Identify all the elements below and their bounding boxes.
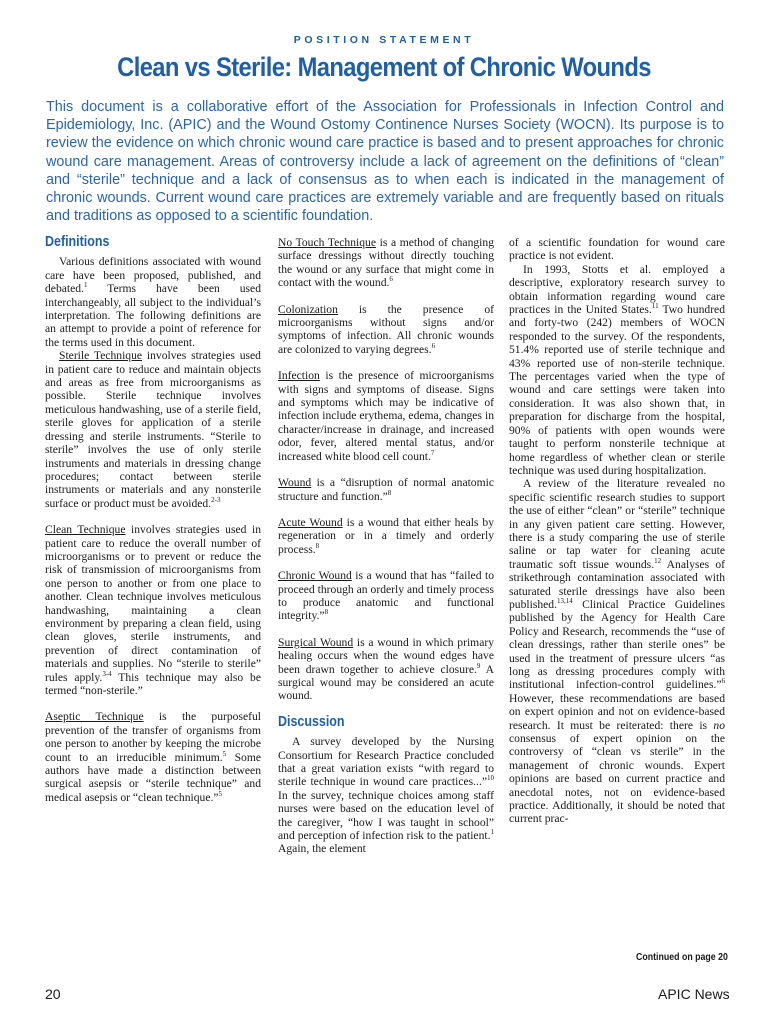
section-kicker: POSITION STATEMENT [293,34,475,46]
column-1 [45,236,261,804]
definitions-intro: Various definitions associated with wound care have been proposed, published, and debated.$^1$ Terms have been used interchangeably, all subject to the individual’s interpretation. The following definitions are an attempt to provide a point of reference for the terms used in this document. [45,255,261,349]
infection-definition: Infection is the presence of microorganisms with signs and symptoms of disease. Signs and symptoms which may be indicative of infection include erythema, edema, changes in character/increase in drainage, and increased odor, fever, altered mental status, and/or increased white blood cell count.$^7$ [278,369,494,463]
wound-definition: Wound is a “disruption of normal anatomic structure and function.”$^8$ [278,476,494,503]
surgical-wound-definition: Surgical Wound is a wound in which primary healing occurs when the wound edges have been drawn together to achieve closure.$^9$ A surgical wound may be considered an acute wound. [278,635,494,703]
continued-note: Continued on page 20 [636,952,728,963]
aseptic-technique-definition: Aseptic Technique is the purposeful prevention of the transfer of organisms from one person to another by keeping the microbe count to an irreducible minimum.$^5$ Some authors have made a distinction between surgical asepsis or “sterile technique” and medical asepsis or “clean technique.”$^5$ [45,710,261,804]
literature-review-paragraph: A review of the literature revealed no specific scientific research studies to support the use of either “clean” or “sterile” technique in any given patient care setting. However, there is a study comparing the use of sterile saline or tap water for cleaning acute traumatic soft tissue wounds.$^{12}$ Analyses of strikethrough contamination associated with saturated sterile dressings have also been published.$^{13,14}$ Clinical Practice Guidelines published by the Agency for Health Care Policy and Research, recommends the “use of clean dressings, rather than sterile ones” be used in the treatment of pressure ulcers “as long as dressing procedures comply with institutional infection-control guidelines.”$^6$ However, these recommendations are based on expert opinion and not on evidence-based research. It must be reiterated: there is no consensus of expert opinion on the controversy of “clean vs sterile” in the management of chronic wounds. Expert opinions are based on current practice and anecdotal notes, not on evidence-based practice. Additionally, it should be noted that current prac- [509,477,725,826]
colonization-definition: Colonization is the presence of microorganisms without signs and/or symptoms of infection. All chronic wounds are colonized to varying degrees.$^6$ [278,302,494,356]
acute-wound-definition: Acute Wound is a wound that either heals by regeneration or in a timely and orderly process.$^8$ [278,515,494,556]
intro-paragraph: This document is a collaborative effort of the Association for Professionals in Infection Control and Epidemiology, Inc. (APIC) and the Wound Ostomy Continence Nurses Society (WOCN). Its purpose is to review the evidence on which chronic wound care practice is based and to present approaches for chronic wound care management. Areas of controversy include a lack of agreement on the definitions of “clean” and “sterile” technique and a lack of consensus as to when each is indicated in the management of chronic wounds. Current wound care practices are extremely variable and are frequently based on rituals and traditions as opposed to a scientific foundation. [46,99,724,225]
sterile-technique-definition: Sterile Technique involves strategies used in patient care to reduce and maintain objects and areas as free from microorganisms as possible. Sterile technique involves meticulous handwashing, use of a sterile field, sterile gloves for application of a sterile dressing and sterile instruments. “Sterile to sterile” involves the use of only sterile instruments and materials in dressing change procedures; contact between sterile instruments or materials and any nonsterile surface or product must be avoided.$^{2-3}$ [45,349,261,510]
chronic-wound-definition: Chronic Wound is a wound that has “failed to proceed through an orderly and timely process to produce anatomic and functional integrity.”$^8$ [278,569,494,623]
discussion-heading: Discussion [278,713,345,730]
discussion-paragraph: A survey developed by the Nursing Consortium for Research Practice concluded that a great variation exists “with regard to sterile technique in wound care practices...”$^{10}$ In the survey, technique choices among staff nurses were based on the education level of the caregiver, “how I was taught in school” and perception of infection risk to the patient.$^1$ Again, the element [278,735,494,856]
definitions-heading: Definitions [45,234,110,250]
column-3 [509,236,725,826]
column-2 [278,236,494,856]
publication-name: APIC News [658,986,730,1002]
discussion-continued: of a scientific foundation for wound care practice is not evident. [509,236,725,263]
clean-technique-definition: Clean Technique involves strategies used in patient care to reduce the overall number of microorganisms or to prevent or reduce the risk of transmission of microorganisms from one person to another or from one place to another. Clean technique involves meticulous handwashing, maintaining a clean environment by preparing a clean field, using clean gloves, sterile instruments, and prevention of direct contamination of materials and supplies. No “sterile to sterile” rules apply.$^{3-4}$ This technique may also be termed “non-sterile.” [45,523,262,697]
no-touch-definition: No Touch Technique is a method of changing surface dressings without directly touching the wound or any surface that might come in contact with the wound.$^6$ [278,236,494,290]
page-title: Clean vs Sterile: Management of Chronic Wounds [117,52,651,82]
page-number: 20 [45,986,61,1002]
stotts-survey-paragraph: In 1993, Stotts et al. employed a descriptive, exploratory research survey to obtain information regarding wound care practices in the United States.$^{11}$ Two hundred and forty-two (242) members of WOCN responded to the survey. Of the respondents, 51.4% reported use of sterile technique and 43% reported use of non-sterile technique. The percentages varied when the type of wound and care settings were taken into consideration. It was also shown that, in preparation for discharge from the hospital, 90% of patients with open wounds were taught to perform nonsterile technique at home regardless of whether clean or sterile technique was used during hospitalization. [509,262,725,477]
